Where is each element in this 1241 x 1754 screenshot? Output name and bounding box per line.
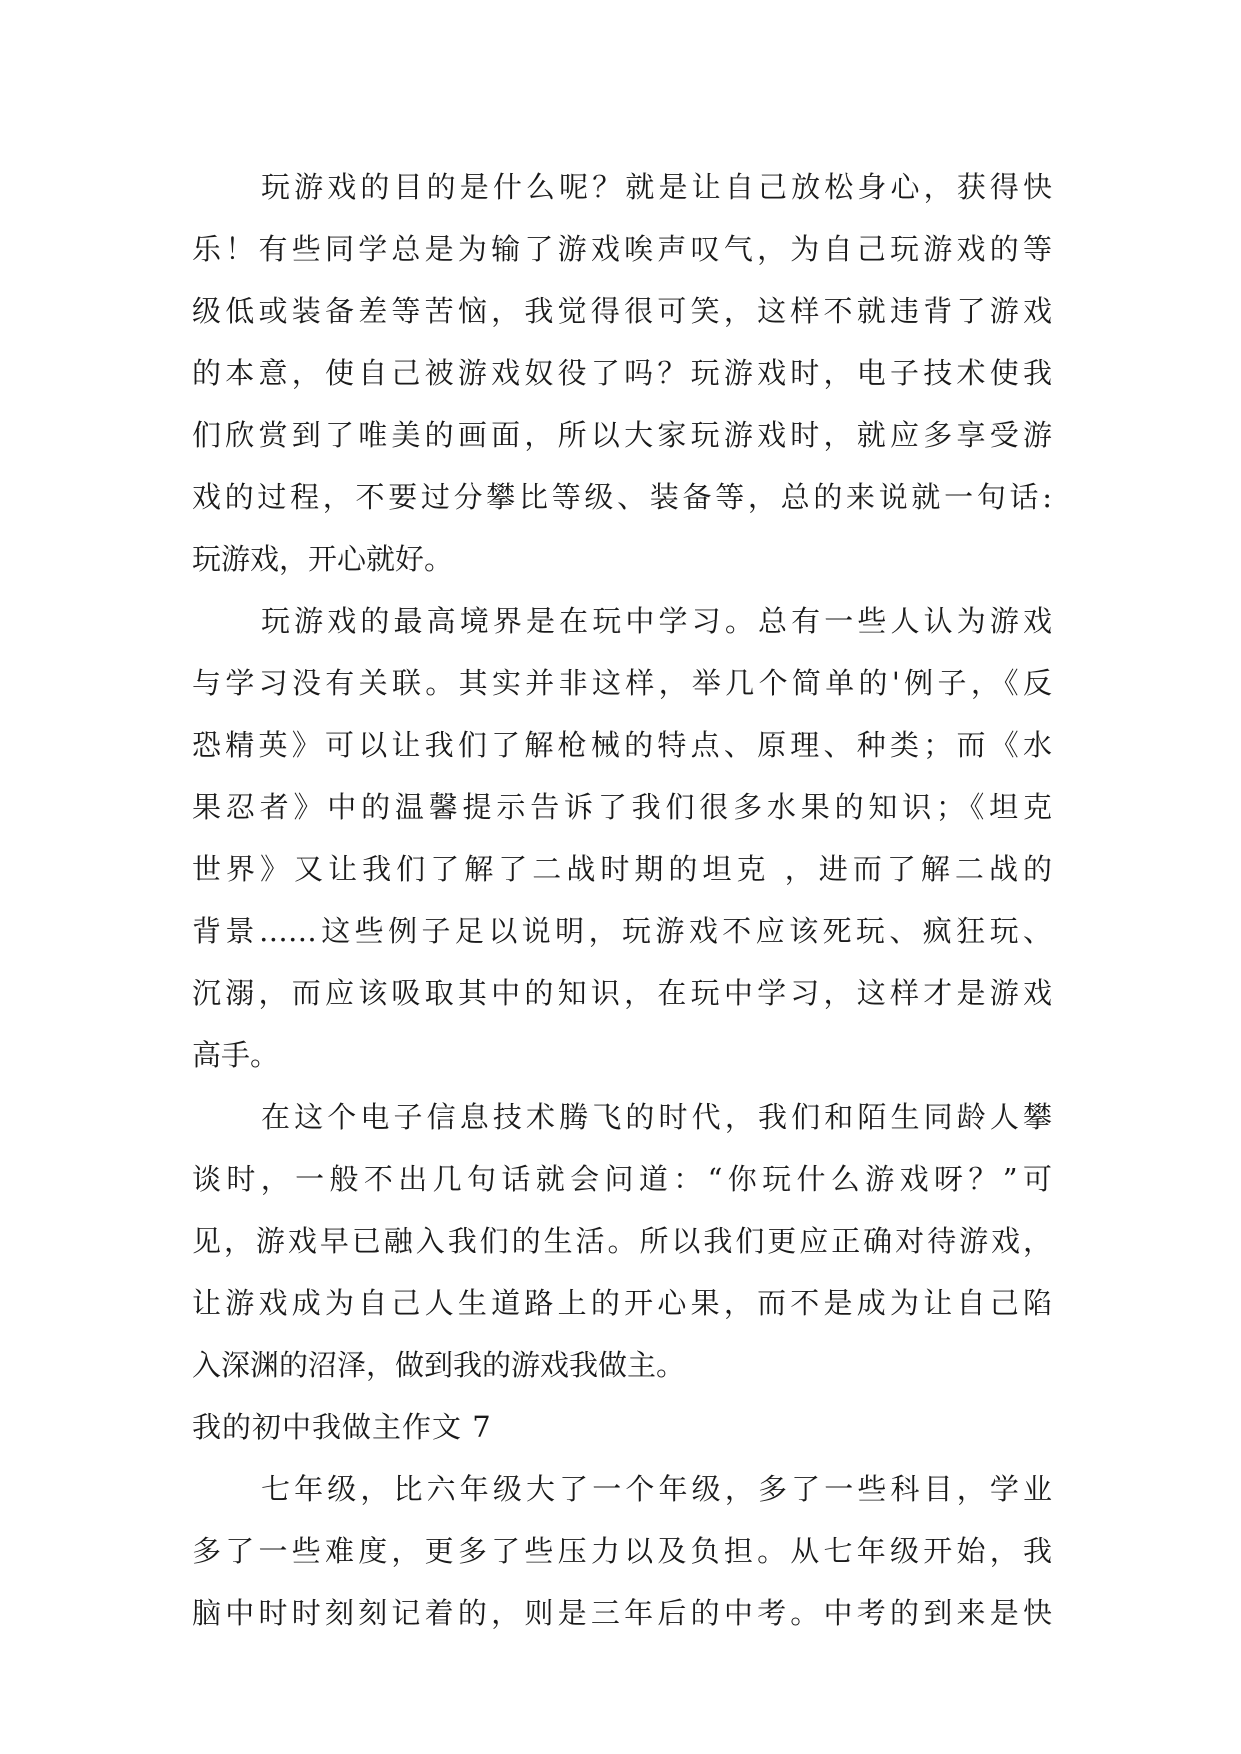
paragraph-4 <box>192 1458 1052 1644</box>
paragraph-line: 玩游戏，开心就好。 <box>192 542 454 576</box>
paragraph-line: 恐精英》可以让我们了解枪械的特点、原理、种类；而《水 <box>192 728 1052 762</box>
paragraph-line: 入深渊的沼泽，做到我的游戏我做主。 <box>192 1348 686 1382</box>
paragraph-line: 世界》又让我们了解了二战时期的坦克 ，进而了解二战的 <box>192 852 1052 886</box>
paragraph-line: 与学习没有关联。其实并非这样，举几个简单的'例子，《反 <box>192 666 1052 700</box>
paragraph-line: 高手。 <box>192 1038 280 1072</box>
paragraph-line: 级低或装备差等苦恼，我觉得很可笑，这样不就违背了游戏 <box>192 294 1052 328</box>
paragraph-line: 玩游戏的最高境界是在玩中学习。总有一些人认为游戏 <box>261 604 1052 638</box>
paragraph-line: 七年级，比六年级大了一个年级，多了一些科目，学业 <box>261 1472 1052 1506</box>
paragraph-2 <box>192 590 1052 1086</box>
paragraph-line: 脑中时时刻刻记着的，则是三年后的中考。中考的到来是快 <box>192 1596 1052 1630</box>
paragraph-line: 背景……这些例子足以说明，玩游戏不应该死玩、疯狂玩、 <box>192 914 1052 948</box>
paragraph-line: 在这个电子信息技术腾飞的时代，我们和陌生同龄人攀 <box>261 1100 1052 1134</box>
paragraph-line: 果忍者》中的温馨提示告诉了我们很多水果的知识；《坦克 <box>192 790 1052 824</box>
paragraph-1 <box>192 156 1052 590</box>
paragraph-line: 戏的过程，不要过分攀比等级、装备等，总的来说就一句话: <box>192 480 1052 514</box>
document-body <box>192 156 1052 1644</box>
paragraph-line: 谈时，一般不出几句话就会问道：“你玩什么游戏呀？”可 <box>192 1162 1052 1196</box>
paragraph-line: 乐！有些同学总是为输了游戏唉声叹气，为自己玩游戏的等 <box>192 232 1052 266</box>
paragraph-3 <box>192 1086 1052 1396</box>
paragraph-line: 们欣赏到了唯美的画面，所以大家玩游戏时，就应多享受游 <box>192 418 1052 452</box>
section-heading: 我的初中我做主作文 7 <box>192 1410 492 1444</box>
paragraph-line: 见，游戏早已融入我们的生活。所以我们更应正确对待游戏， <box>192 1224 1052 1258</box>
paragraph-line: 的本意，使自己被游戏奴役了吗？玩游戏时，电子技术使我 <box>192 356 1052 390</box>
paragraph-line: 玩游戏的目的是什么呢？就是让自己放松身心，获得快 <box>261 170 1052 204</box>
paragraph-line: 让游戏成为自己人生道路上的开心果，而不是成为让自己陷 <box>192 1286 1052 1320</box>
paragraph-line: 沉溺，而应该吸取其中的知识，在玩中学习，这样才是游戏 <box>192 976 1052 1010</box>
paragraph-line: 多了一些难度，更多了些压力以及负担。从七年级开始，我 <box>192 1534 1052 1568</box>
